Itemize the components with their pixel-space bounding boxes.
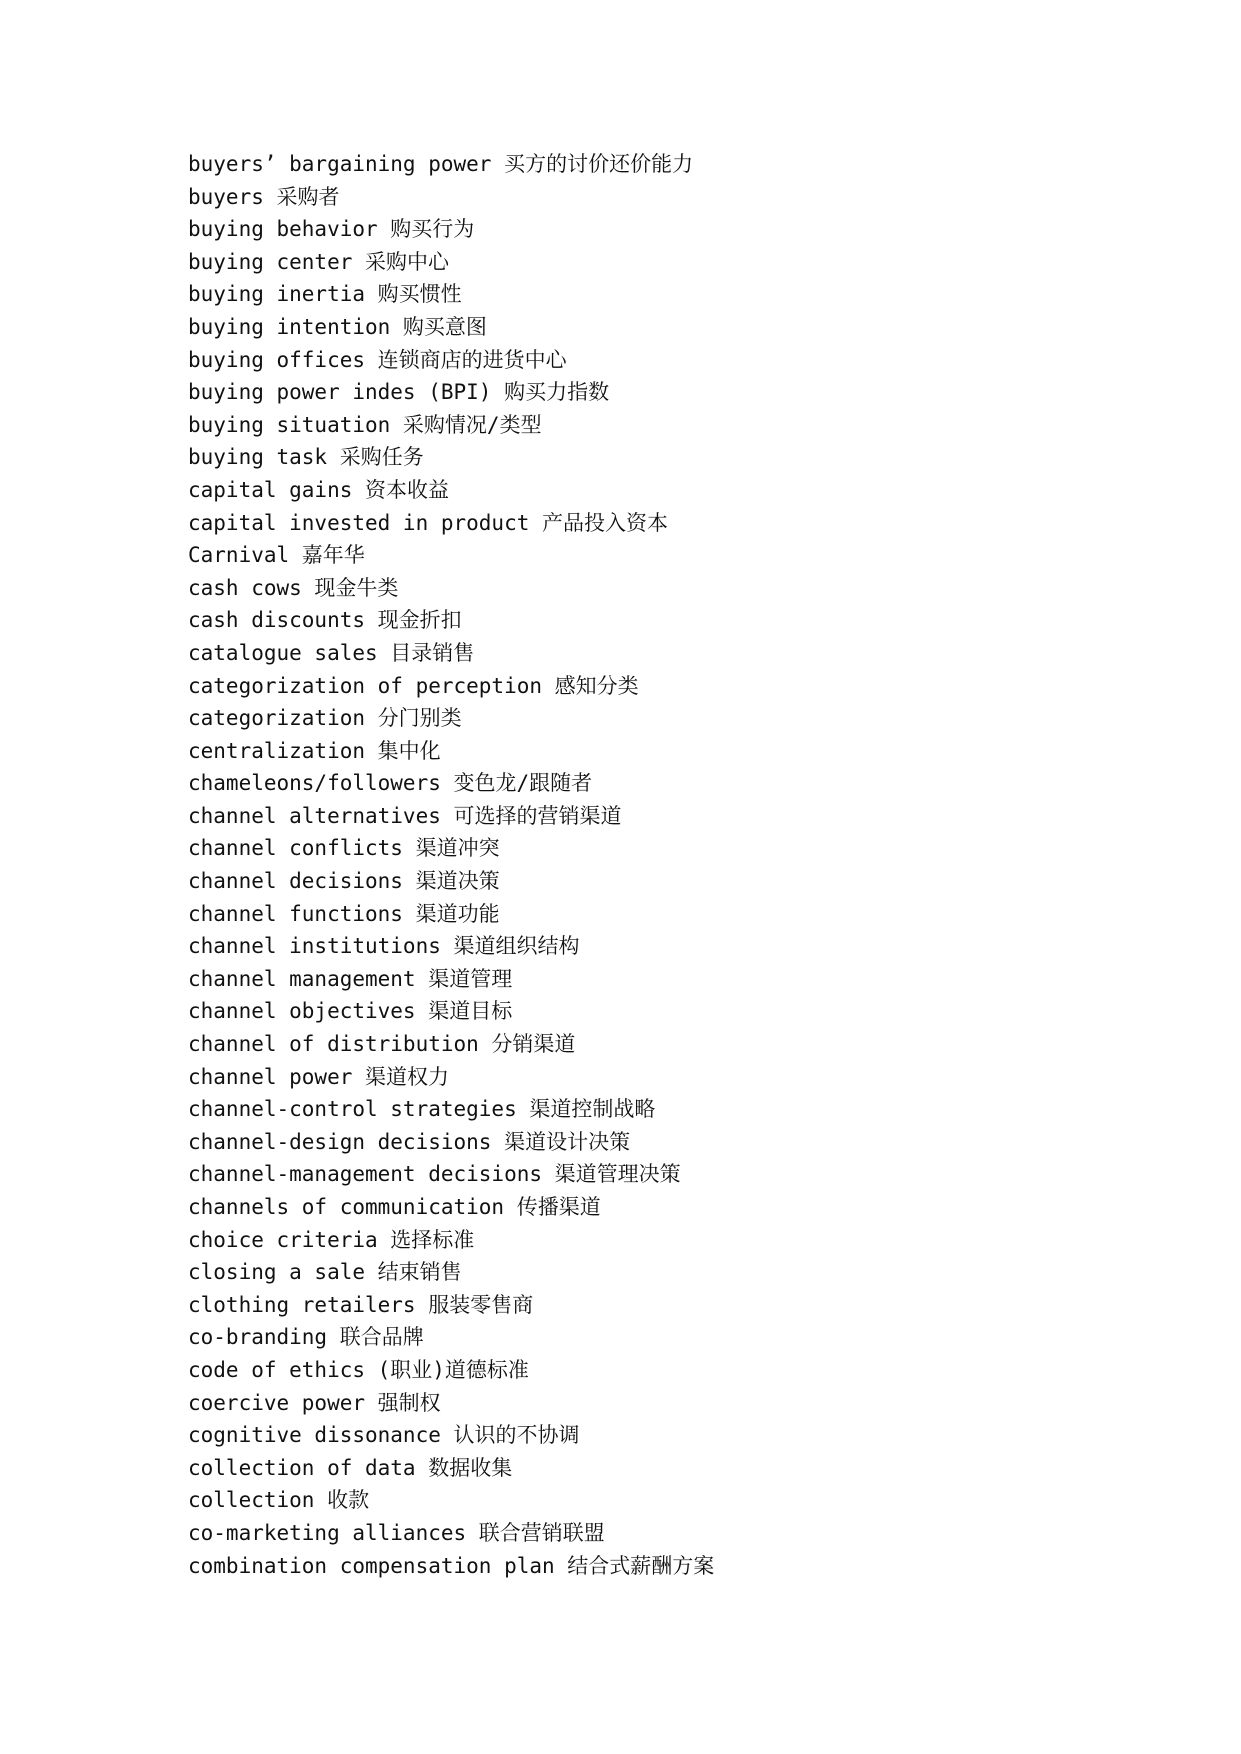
glossary-entry: categorization of perception 感知分类 <box>188 673 639 698</box>
glossary-entry: buying intention 购买意图 <box>188 314 487 339</box>
glossary-entry: channel-design decisions 渠道设计决策 <box>188 1129 631 1154</box>
glossary-entry: buying power indes (BPI) 购买力指数 <box>188 380 610 405</box>
glossary-entry: buying inertia 购买惯性 <box>188 282 462 307</box>
glossary-entry: buyers 采购者 <box>188 184 340 209</box>
glossary-entry: capital invested in product 产品投入资本 <box>188 510 669 535</box>
glossary-entry: channel institutions 渠道组织结构 <box>188 934 580 959</box>
glossary-list <box>188 148 714 1582</box>
glossary-entry: capital gains 资本收益 <box>188 477 450 502</box>
glossary-entry: co-marketing alliances 联合营销联盟 <box>188 1520 605 1545</box>
glossary-entry: channel conflicts 渠道冲突 <box>188 836 500 861</box>
glossary-entry: channel power 渠道权力 <box>188 1064 450 1089</box>
glossary-entry: cognitive dissonance 认识的不协调 <box>188 1423 580 1448</box>
glossary-entry: coercive power 强制权 <box>188 1390 441 1415</box>
glossary-entry: buying task 采购任务 <box>188 445 424 470</box>
glossary-entry: chameleons/followers 变色龙/跟随者 <box>188 771 593 796</box>
glossary-entry: centralization 集中化 <box>188 738 441 763</box>
glossary-entry: collection 收款 <box>188 1488 370 1513</box>
glossary-entry: channel objectives 渠道目标 <box>188 999 513 1024</box>
glossary-entry: channel-management decisions 渠道管理决策 <box>188 1162 681 1187</box>
glossary-entry: buying center 采购中心 <box>188 249 450 274</box>
glossary-entry: buyers’ bargaining power 买方的讨价还价能力 <box>188 152 694 176</box>
glossary-entry: catalogue sales 目录销售 <box>188 640 475 665</box>
glossary-entry: channel alternatives 可选择的营销渠道 <box>188 803 622 828</box>
glossary-entry: buying situation 采购情况/类型 <box>188 412 542 437</box>
glossary-entry: combination compensation plan 结合式薪酬方案 <box>188 1553 715 1578</box>
glossary-entry: channel of distribution 分销渠道 <box>188 1032 576 1057</box>
glossary-entry: channel functions 渠道功能 <box>188 901 500 926</box>
glossary-entry: channel management 渠道管理 <box>188 966 513 991</box>
glossary-entry: channels of communication 传播渠道 <box>188 1195 601 1219</box>
glossary-entry: co-branding 联合品牌 <box>188 1325 424 1350</box>
glossary-entry: cash discounts 现金折扣 <box>188 608 462 633</box>
glossary-entry: code of ethics (职业)道德标准 <box>188 1357 529 1382</box>
glossary-entry: choice criteria 选择标准 <box>188 1227 475 1252</box>
glossary-entry: collection of data 数据收集 <box>188 1455 513 1480</box>
glossary-entry: cash cows 现金牛类 <box>188 575 399 600</box>
glossary-entry: channel-control strategies 渠道控制战略 <box>188 1097 656 1122</box>
glossary-entry: channel decisions 渠道决策 <box>188 869 500 894</box>
glossary-entry: buying behavior 购买行为 <box>188 217 475 242</box>
glossary-entry: categorization 分门别类 <box>188 706 462 731</box>
glossary-entry: clothing retailers 服装零售商 <box>188 1292 534 1317</box>
glossary-entry: buying offices 连锁商店的进货中心 <box>188 347 567 372</box>
glossary-entry: Carnival 嘉年华 <box>188 543 365 568</box>
glossary-entry: closing a sale 结束销售 <box>188 1260 462 1285</box>
